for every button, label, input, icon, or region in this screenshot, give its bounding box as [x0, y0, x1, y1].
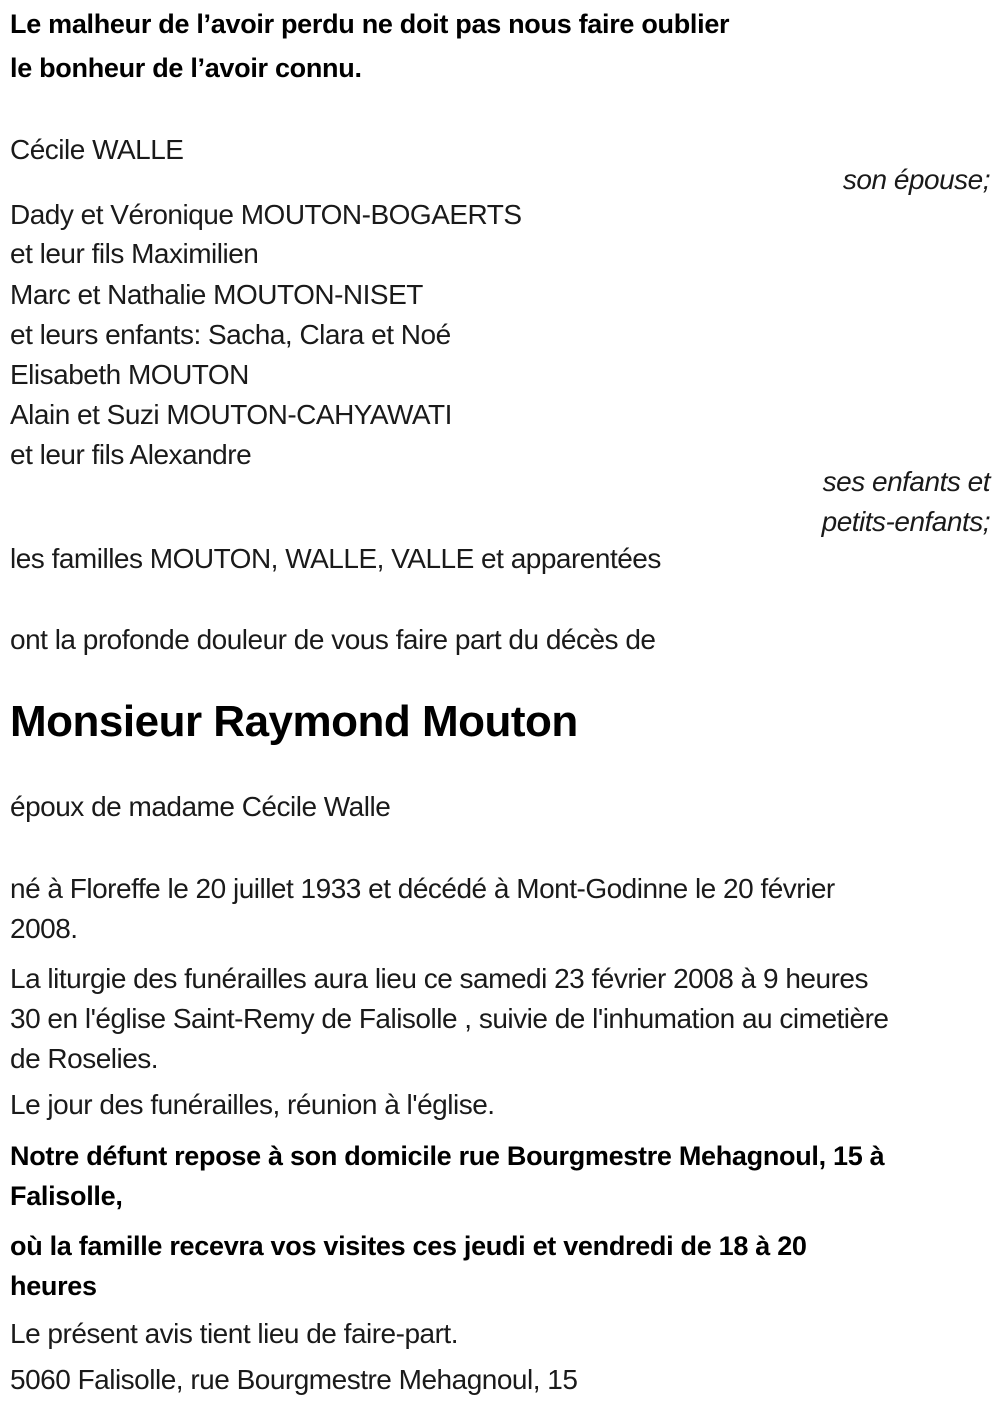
meeting-line: Le jour des funérailles, réunion à l'église. — [10, 1089, 495, 1120]
repose-line-2: Falisolle, — [10, 1181, 123, 1211]
repose-line-1: Notre défunt repose à son domicile rue Bourgmestre Mehagnoul, 15 à — [10, 1141, 885, 1171]
spouse-name: Cécile WALLE — [10, 134, 184, 165]
birth-death-line-2: 2008. — [10, 913, 78, 944]
visits-line-1: où la famille recevra vos visites ces jeudi et vendredi de 18 à 20 — [10, 1231, 807, 1261]
children-relation-line-2: petits-enfants; — [821, 506, 990, 537]
mourner-line: et leur fils Alexandre — [10, 439, 252, 470]
spouse-of-line: époux de madame Cécile Walle — [10, 791, 391, 822]
liturgy-line-2: 30 en l'église Saint-Remy de Falisolle , suivie de l'inhumation au cimetière — [10, 1003, 889, 1034]
announcement-line: ont la profonde douleur de vous faire part du décès de — [10, 624, 656, 655]
mourner-line: Elisabeth MOUTON — [10, 359, 249, 390]
legal-notice-line: Le présent avis tient lieu de faire-part. — [10, 1318, 458, 1349]
children-relation-line-1: ses enfants et — [822, 466, 990, 497]
mourner-line: et leurs enfants: Sacha, Clara et Noé — [10, 319, 451, 350]
mourner-line: Dady et Véronique MOUTON-BOGAERTS — [10, 199, 522, 230]
mourner-line: Marc et Nathalie MOUTON-NISET — [10, 279, 423, 310]
epigraph-line-2: le bonheur de l’avoir connu. — [10, 53, 362, 83]
families-line: les familles MOUTON, WALLE, VALLE et apparentées — [10, 543, 661, 574]
liturgy-line-1: La liturgie des funérailles aura lieu ce samedi 23 février 2008 à 9 heures — [10, 963, 868, 994]
birth-death-line-1: né à Floreffe le 20 juillet 1933 et décédé à Mont-Godinne le 20 février — [10, 873, 835, 904]
spouse-relation: son épouse; — [842, 164, 990, 195]
liturgy-line-3: de Roselies. — [10, 1043, 159, 1074]
mourner-line: Alain et Suzi MOUTON-CAHYAWATI — [10, 399, 452, 430]
mourner-line: et leur fils Maximilien — [10, 238, 259, 269]
epigraph-line-1: Le malheur de l’avoir perdu ne doit pas nous faire oublier — [10, 9, 730, 39]
deceased-name-heading: Monsieur Raymond Mouton — [10, 697, 578, 746]
visits-line-2: heures — [10, 1271, 97, 1301]
address-line: 5060 Falisolle, rue Bourgmestre Mehagnoul, 15 — [10, 1364, 578, 1395]
